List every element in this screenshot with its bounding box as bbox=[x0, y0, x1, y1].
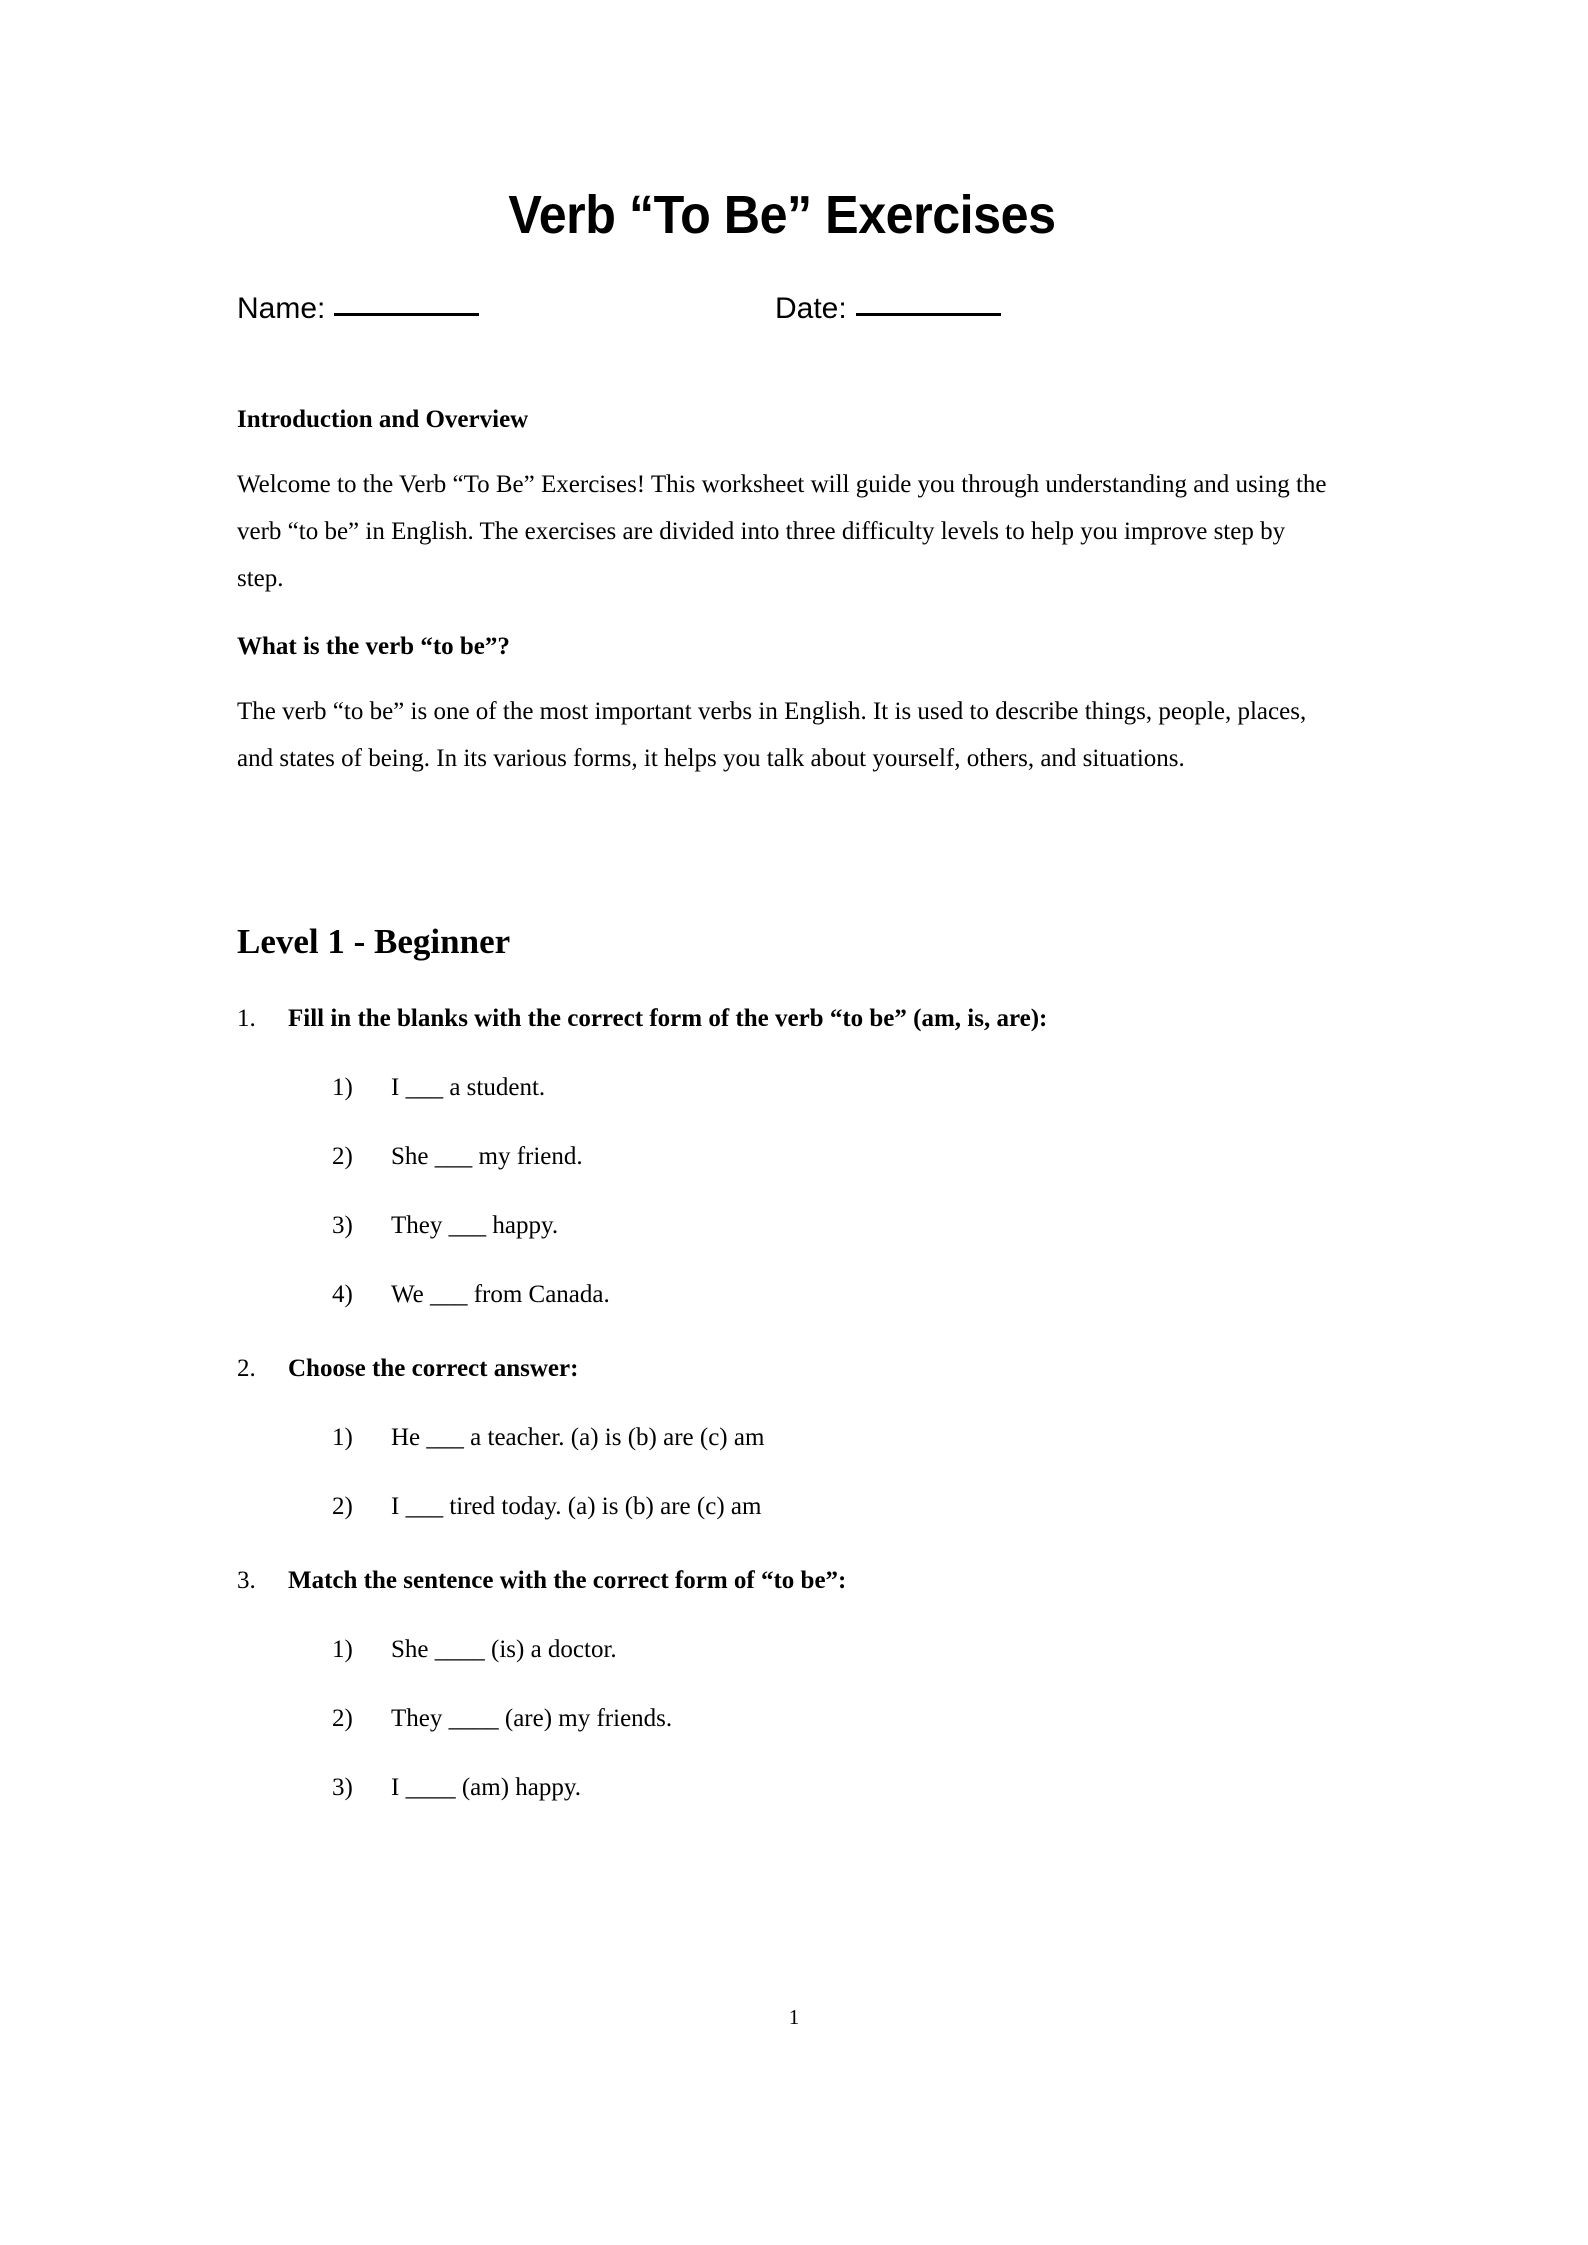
exercise-list bbox=[237, 1002, 1327, 1805]
date-field[interactable] bbox=[775, 287, 1001, 331]
question-text: I ___ tired today. (a) is (b) are (c) am bbox=[391, 1493, 762, 1521]
question-text: We ___ from Canada. bbox=[391, 1281, 610, 1309]
exercise-question[interactable] bbox=[332, 1771, 1327, 1805]
question-marker: 2) bbox=[332, 1705, 353, 1733]
date-input-rule[interactable] bbox=[856, 291, 1001, 316]
exercise-question[interactable] bbox=[332, 1490, 1327, 1524]
name-label: Name: bbox=[237, 292, 326, 325]
level-1-heading: Level 1 - Beginner bbox=[237, 922, 511, 961]
exercise-marker: 1. bbox=[237, 1005, 256, 1033]
introduction-paragraph: Welcome to the Verb “To Be” Exercises! This worksheet will guide you through understanding and using the verb “to be” in English. The exercises are divided into three difficulty levels to help you improve step by step. bbox=[237, 471, 1327, 592]
exercise-question[interactable] bbox=[332, 1140, 1327, 1174]
name-input-rule[interactable] bbox=[334, 291, 479, 316]
question-marker: 1) bbox=[332, 1424, 353, 1452]
exercise-sub-list bbox=[288, 1633, 1327, 1805]
exercise-title: Match the sentence with the correct form of “to be”: bbox=[288, 1567, 847, 1595]
question-marker: 4) bbox=[332, 1281, 353, 1309]
question-marker: 2) bbox=[332, 1493, 353, 1521]
introduction-section bbox=[237, 405, 1327, 782]
exercise-marker: 3. bbox=[237, 1567, 256, 1595]
page-number: 1 bbox=[788, 2005, 800, 2029]
introduction-heading: Introduction and Overview bbox=[237, 406, 529, 433]
student-info-row bbox=[237, 287, 1327, 331]
question-marker: 3) bbox=[332, 1212, 353, 1240]
exercise-item bbox=[237, 1002, 1327, 1312]
question-text: I ____ (am) happy. bbox=[391, 1774, 581, 1802]
page-title: Verb “To Be” Exercises bbox=[508, 185, 1056, 245]
exercise-sub-list bbox=[288, 1421, 1327, 1524]
question-marker: 1) bbox=[332, 1636, 353, 1664]
exercise-question[interactable] bbox=[332, 1209, 1327, 1243]
question-marker: 2) bbox=[332, 1143, 353, 1171]
exercise-sub-list bbox=[288, 1071, 1327, 1312]
name-field[interactable] bbox=[237, 287, 479, 331]
question-text: They ___ happy. bbox=[391, 1212, 559, 1240]
what-is-verb-heading: What is the verb “to be”? bbox=[237, 633, 510, 660]
question-marker: 3) bbox=[332, 1774, 353, 1802]
exercise-title: Fill in the blanks with the correct form of the verb “to be” (am, is, are): bbox=[288, 1005, 1048, 1033]
exercise-title: Choose the correct answer: bbox=[288, 1355, 579, 1383]
exercise-question[interactable] bbox=[332, 1071, 1327, 1105]
exercise-question[interactable] bbox=[332, 1702, 1327, 1736]
exercise-marker: 2. bbox=[237, 1355, 256, 1383]
exercise-question[interactable] bbox=[332, 1278, 1327, 1312]
question-text: She ___ my friend. bbox=[391, 1143, 583, 1171]
page-content bbox=[237, 0, 1327, 1805]
date-label: Date: bbox=[775, 292, 847, 325]
exercise-item bbox=[237, 1352, 1327, 1524]
exercise-question[interactable] bbox=[332, 1633, 1327, 1667]
question-marker: 1) bbox=[332, 1074, 353, 1102]
question-text: They ____ (are) my friends. bbox=[391, 1705, 673, 1733]
question-text: She ____ (is) a doctor. bbox=[391, 1636, 617, 1664]
what-is-verb-paragraph: The verb “to be” is one of the most important verbs in English. It is used to describe things, people, places, and states of being. In its various forms, it helps you talk about yourself, others, and situations. bbox=[237, 698, 1307, 772]
question-text: I ___ a student. bbox=[391, 1074, 546, 1102]
exercise-item bbox=[237, 1564, 1327, 1805]
exercise-question[interactable] bbox=[332, 1421, 1327, 1455]
question-text: He ___ a teacher. (a) is (b) are (c) am bbox=[391, 1424, 765, 1452]
